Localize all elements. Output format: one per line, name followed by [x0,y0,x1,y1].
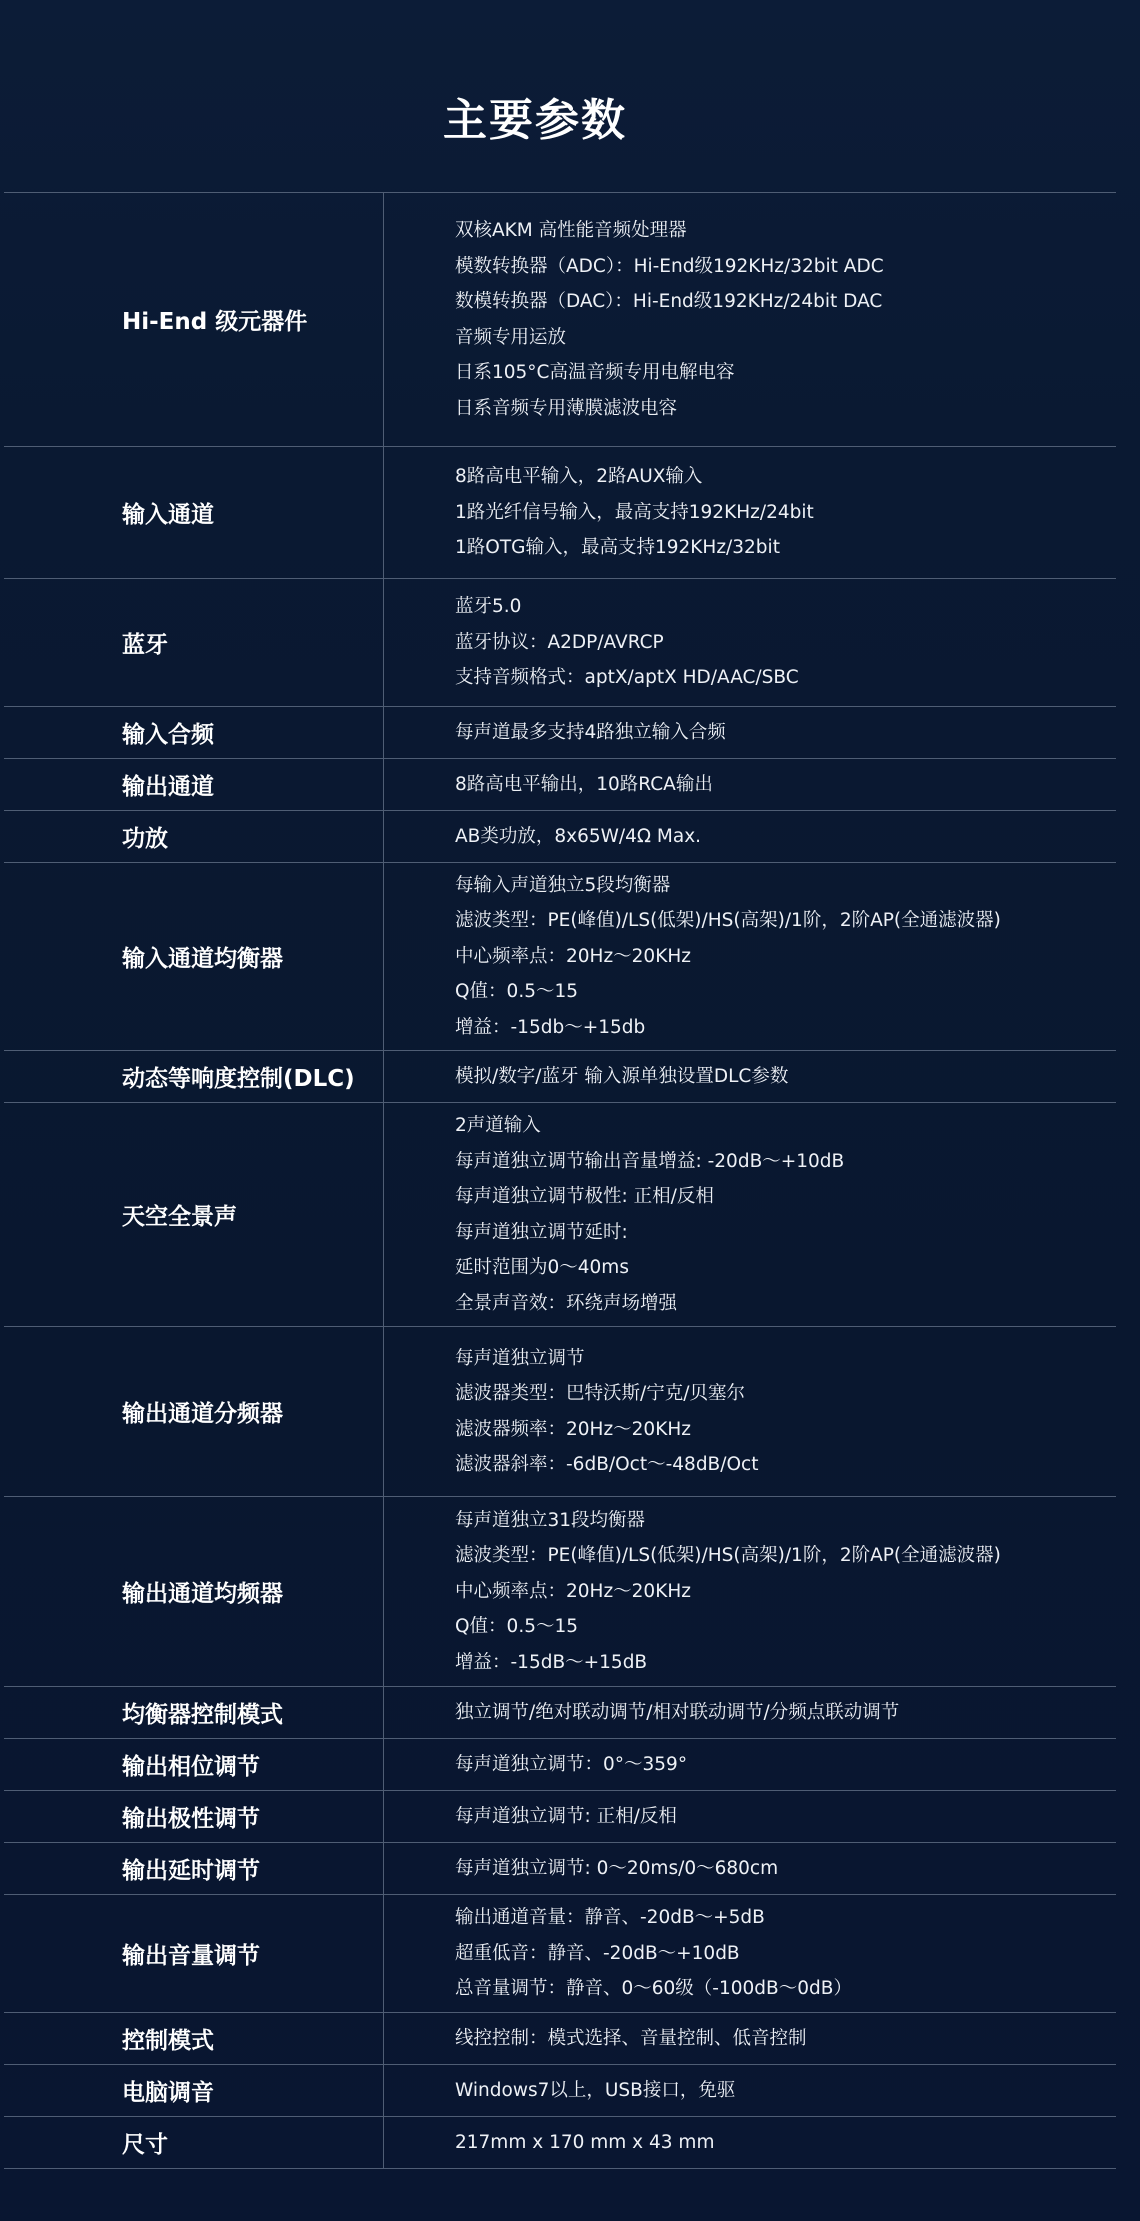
spec-value-line: 音频专用运放 [455,326,567,348]
spec-value-line: AB类功放，8x65W/4Ω Max. [455,825,702,847]
spec-value-line: 蓝牙协议：A2DP/AVRCP [455,631,664,653]
spec-values [384,863,1116,1050]
spec-value-line: 增益：-15dB～+15dB [455,1651,648,1673]
spec-values [384,707,1116,758]
spec-row [4,1687,1116,1739]
spec-values [384,447,1116,578]
spec-value-line: 8路高电平输入，2路AUX输入 [455,466,703,488]
spec-values [384,193,1116,446]
spec-row [4,193,1116,447]
spec-value-line: 每声道独立31段均衡器 [455,1509,646,1531]
spec-value-line: 每声道独立调节: 0～20ms/0～680cm [455,1857,779,1879]
spec-row [4,2013,1116,2065]
spec-values [384,2117,1116,2168]
spec-row [4,863,1116,1051]
spec-value-line: 每声道独立调节延时: [455,1221,628,1243]
spec-value-line: 1路光纤信号输入，最高支持192KHz/24bit [455,501,814,523]
spec-value-line: 数模转换器（DAC）：Hi-End级192KHz/24bit DAC [455,291,883,312]
spec-value-line: 日系音频专用薄膜滤波电容 [455,397,678,419]
spec-value-line: 滤波器斜率：-6dB/Oct～-48dB/Oct [455,1454,759,1475]
spec-label: 电脑调音 [4,2065,384,2116]
spec-value-line: 独立调节/绝对联动调节/相对联动调节/分频点联动调节 [455,1701,900,1723]
spec-label: 蓝牙 [4,579,384,706]
spec-values [384,1843,1116,1894]
spec-values [384,579,1116,706]
spec-label: 输出音量调节 [4,1895,384,2012]
spec-values [384,2013,1116,2064]
spec-row [4,1843,1116,1895]
spec-label: 输出极性调节 [4,1791,384,1842]
spec-value-line: 217mm x 170 mm x 43 mm [455,2131,715,2153]
spec-value-line: 模数转换器（ADC）：Hi-End级192KHz/32bit ADC [455,255,884,277]
spec-row [4,759,1116,811]
spec-row [4,707,1116,759]
spec-table [4,192,1116,2169]
spec-values [384,1327,1116,1496]
spec-label: 输出通道分频器 [4,1327,384,1496]
spec-row [4,1791,1116,1843]
spec-label: 输入合频 [4,707,384,758]
spec-label: 均衡器控制模式 [4,1687,384,1738]
spec-row [4,811,1116,863]
spec-value-line: 总音量调节：静音、0～60级（-100dB～0dB） [455,1978,852,2000]
spec-value-line: 双核AKM 高性能音频处理器 [455,220,687,241]
spec-value-line: 滤波器频率：20Hz～20KHz [455,1418,691,1440]
spec-label: 动态等响度控制(DLC) [4,1051,384,1102]
spec-value-line: 8路高电平输出，10路RCA输出 [455,773,713,795]
spec-label: 天空全景声 [4,1103,384,1326]
spec-value-line: 线控控制：模式选择、音量控制、低音控制 [455,2027,807,2049]
spec-value-line: 增益：-15db～+15db [455,1016,646,1038]
spec-row [4,579,1116,707]
spec-label: 输入通道均衡器 [4,863,384,1050]
spec-value-line: 每声道独立调节 [455,1347,585,1369]
spec-values [384,1791,1116,1842]
spec-row [4,1051,1116,1103]
spec-label: 输出相位调节 [4,1739,384,1790]
spec-values [384,811,1116,862]
spec-label: 输入通道 [4,447,384,578]
spec-row [4,1497,1116,1687]
spec-value-line: 滤波器类型：巴特沃斯/宁克/贝塞尔 [455,1383,745,1404]
spec-value-line: 模拟/数字/蓝牙 输入源单独设置DLC参数 [455,1065,789,1087]
spec-values [384,1051,1116,1102]
spec-values [384,1497,1116,1686]
spec-row [4,1739,1116,1791]
spec-value-line: 每声道独立调节输出音量增益: -20dB～+10dB [455,1150,845,1172]
spec-value-line: 全景声音效：环绕声场增强 [455,1292,678,1314]
spec-value-line: 每声道独立调节极性: 正相/反相 [455,1186,714,1207]
spec-value-line: 每声道独立调节：0°～359° [455,1753,688,1775]
spec-values [384,1687,1116,1738]
spec-label: 尺寸 [4,2117,384,2168]
spec-label: 输出通道均频器 [4,1497,384,1686]
spec-value-line: 输出通道音量：静音、-20dB～+5dB [455,1907,765,1929]
spec-row [4,447,1116,579]
spec-row [4,2117,1116,2169]
spec-value-line: 每输入声道独立5段均衡器 [455,874,671,896]
spec-label: 功放 [4,811,384,862]
spec-label: 控制模式 [4,2013,384,2064]
spec-value-line: 1路OTG输入，最高支持192KHz/32bit [455,537,780,559]
spec-value-line: 中心频率点：20Hz～20KHz [455,945,691,967]
spec-value-line: 每声道独立调节: 正相/反相 [455,1805,677,1827]
spec-row [4,1327,1116,1497]
spec-values [384,1103,1116,1326]
spec-values [384,1895,1116,2012]
page-title: 主要参数 [443,95,627,146]
spec-label: 输出通道 [4,759,384,810]
spec-value-line: 每声道最多支持4路独立输入合频 [455,721,726,743]
spec-values [384,1739,1116,1790]
spec-row [4,2065,1116,2117]
spec-row [4,1103,1116,1327]
spec-values [384,2065,1116,2116]
spec-value-line: Q值：0.5～15 [455,1616,579,1638]
spec-row [4,1895,1116,2013]
spec-values [384,759,1116,810]
spec-value-line: 蓝牙5.0 [455,596,522,618]
spec-value-line: 日系105°C高温音频专用电解电容 [455,362,735,383]
spec-value-line: 滤波类型：PE(峰值)/LS(低架)/HS(高架)/1阶，2阶AP(全通滤波器) [455,910,1001,932]
spec-value-line: 超重低音：静音、-20dB～+10dB [455,1942,740,1964]
spec-label: Hi-End 级元器件 [4,193,384,446]
spec-value-line: Windows7以上，USB接口，免驱 [455,2079,736,2101]
spec-value-line: 中心频率点：20Hz～20KHz [455,1580,691,1602]
spec-value-line: Q值：0.5～15 [455,981,579,1003]
spec-value-line: 滤波类型：PE(峰值)/LS(低架)/HS(高架)/1阶，2阶AP(全通滤波器) [455,1545,1001,1567]
spec-value-line: 支持音频格式：aptX/aptX HD/AAC/SBC [455,667,799,689]
spec-value-line: 2声道输入 [455,1115,541,1136]
spec-value-line: 延时范围为0～40ms [455,1257,629,1278]
spec-label: 输出延时调节 [4,1843,384,1894]
